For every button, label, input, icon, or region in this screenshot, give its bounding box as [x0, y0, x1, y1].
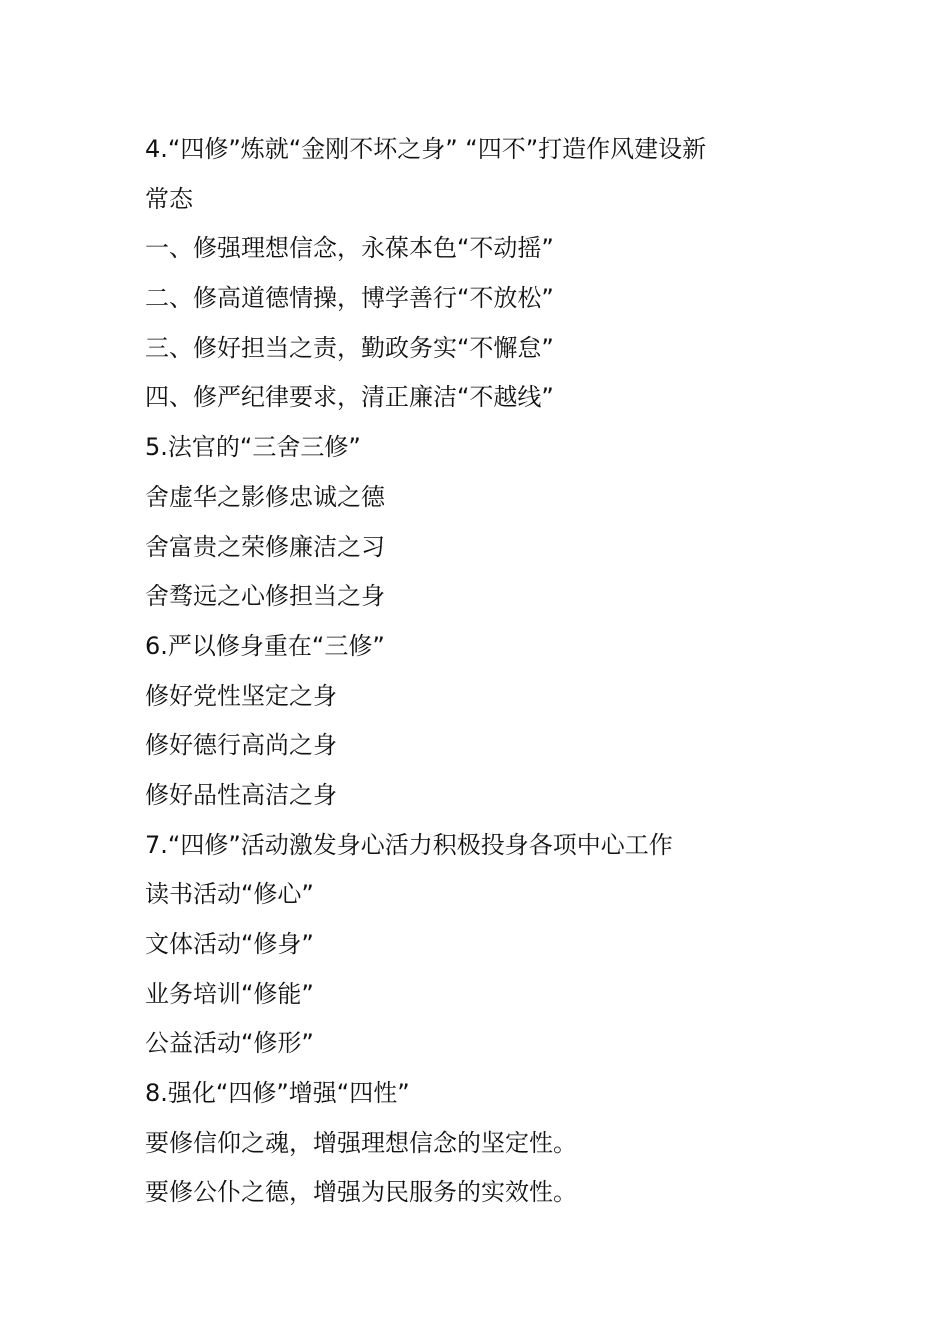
list-item: 修好党性坚定之身	[145, 681, 337, 710]
list-item: 舍富贵之荣修廉洁之习	[145, 532, 385, 561]
list-item: 舍虚华之影修忠诚之德	[145, 482, 385, 511]
list-item: 三、修好担当之责，勤政务实“不懈怠”	[145, 333, 554, 362]
heading-7: 7.“四修”活动激发身心活力积极投身各项中心工作	[145, 830, 673, 859]
list-item: 公益活动“修形”	[145, 1029, 314, 1058]
heading-4-line-1: 4.“四修”炼就“金刚不坏之身” “四不”打造作风建设新	[145, 135, 707, 163]
heading-6: 6.严以修身重在“三修”	[145, 631, 385, 660]
list-item: 要修信仰之魂，增强理想信念的坚定性。	[145, 1128, 577, 1157]
heading-5: 5.法官的“三舍三修”	[145, 433, 361, 462]
heading-8: 8.强化“四修”增强“四性”	[145, 1079, 410, 1108]
document-body	[145, 125, 810, 1218]
list-item: 四、修严纪律要求，清正廉洁“不越线”	[145, 383, 554, 412]
list-item: 一、修强理想信念，永葆本色“不动摇”	[145, 234, 554, 263]
list-item: 读书活动“修心”	[145, 880, 314, 909]
list-item: 修好品性高洁之身	[145, 780, 337, 809]
list-item: 文体活动“修身”	[145, 930, 314, 958]
list-item: 业务培训“修能”	[145, 979, 314, 1008]
list-item: 舍骛远之心修担当之身	[145, 582, 385, 611]
list-item: 二、修高道德情操，博学善行“不放松”	[145, 284, 554, 313]
list-item: 要修公仆之德，增强为民服务的实效性。	[145, 1178, 577, 1207]
heading-4-line-2: 常态	[145, 184, 193, 213]
list-item: 修好德行高尚之身	[145, 731, 337, 760]
